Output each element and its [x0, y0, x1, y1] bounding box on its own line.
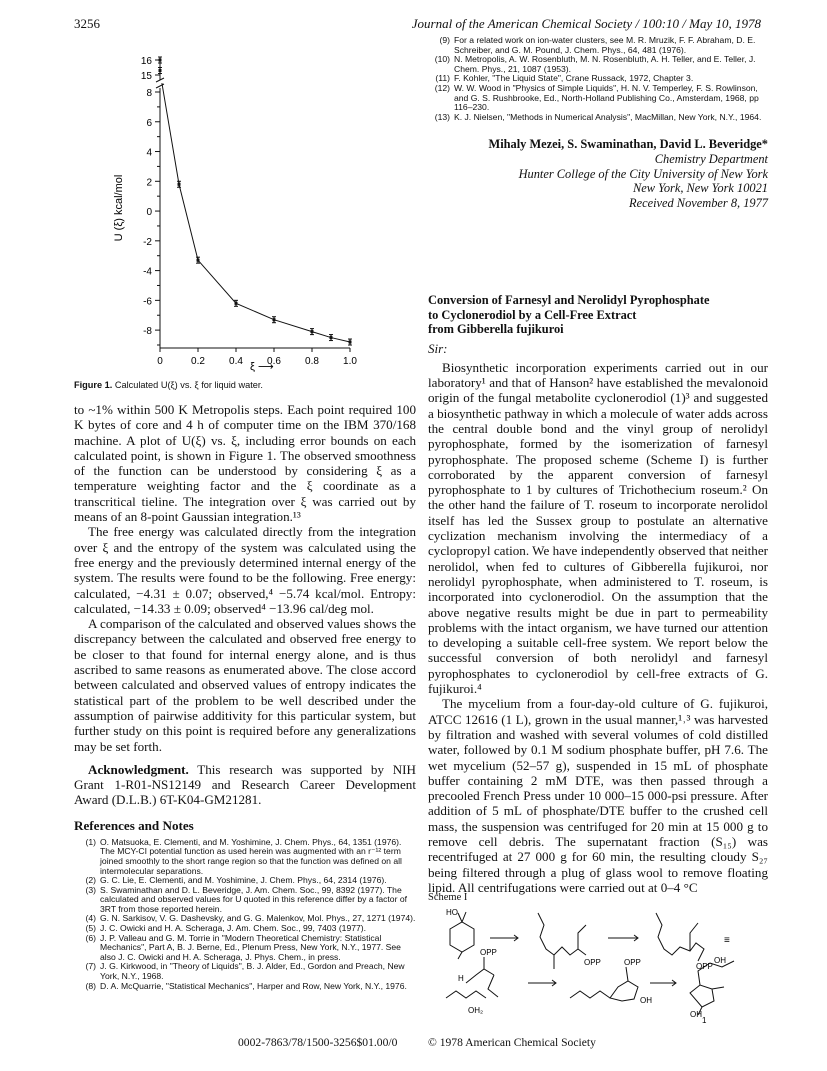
- reference-number: (8): [85, 980, 96, 991]
- reference-number: (4): [85, 913, 96, 924]
- oh2-label: OH₂: [468, 1006, 484, 1015]
- oh-label-2: OH: [714, 956, 726, 965]
- data-point: [197, 259, 200, 262]
- figure-1-caption: [74, 380, 263, 390]
- reference-text: D. A. McQuarrie, "Statistical Mechanics", Harper and Row, New York, N.Y., 1976.: [100, 980, 407, 991]
- reference-text: G. N. Sarkisov, V. G. Dashevsky, and G. G. Malenkov, Mol. Phys., 27, 1271 (1974).: [100, 913, 416, 924]
- reference-number: (9): [439, 35, 450, 45]
- figure-caption-label: Figure 1.: [74, 380, 113, 390]
- affiliation-dept: Chemistry Department: [654, 152, 768, 166]
- author-block: [428, 137, 768, 210]
- x-tick-label: 1.0: [343, 356, 357, 367]
- data-point: [159, 69, 162, 72]
- reference-number: (10): [434, 54, 450, 65]
- footer-code: 0002-7863/78/1500-3256$01.00/0: [238, 1036, 398, 1049]
- reference-text: J. C. Owicki and H. A. Scheraga, J. Am. Chem. Soc., 99, 7403 (1977).: [100, 923, 367, 934]
- reaction-arrow-2: [608, 935, 638, 941]
- x-tick-label: 0.4: [229, 356, 243, 367]
- y-tick-label: -4: [143, 266, 152, 278]
- opp-label-1: OPP: [584, 958, 601, 967]
- journal-header: Journal of the American Chemical Society / 100:10 / May 10, 1978: [411, 16, 761, 31]
- reference-item: [74, 982, 416, 992]
- data-point: [349, 341, 352, 344]
- oh-label-1: OH: [640, 996, 652, 1005]
- reference-number: (2): [85, 875, 96, 886]
- reference-number: (1): [85, 836, 96, 847]
- reference-item: [74, 934, 416, 963]
- reaction-arrow-1: [490, 935, 518, 941]
- y-tick-label: -6: [143, 296, 152, 308]
- reference-text: N. Metropolis, A. W. Rosenbluth, M. N. Rosenbluth, A. H. Teller, and E. Teller, J. Chem. Phys., 21, 1087 (1953).: [454, 54, 756, 74]
- y-tick-label: 4: [146, 147, 152, 159]
- footer-copyright: © 1978 American Chemical Society: [428, 1036, 596, 1049]
- reference-text: J. P. Valleau and G. M. Torrie in "Modern Theoretical Chemistry: Statistical Mechanics", Part A, B. J. Berne, Ed., Plenum Press, New York, N.Y., 1977. See also J. C. Owicki and H. A. Scheraga, J. Phys. Chem., in press.: [100, 932, 401, 962]
- reaction-arrow-3: [528, 980, 556, 986]
- reaction-arrow-4: [650, 980, 676, 986]
- x-tick-label: 0.2: [191, 356, 205, 367]
- reference-item: [428, 84, 768, 113]
- opp-label-4: OPP: [624, 958, 641, 967]
- y-tick-label: 0: [146, 207, 152, 219]
- acknowledgment-text: This research was supported by NIH Grant 1-R01-NS12149 and Research Career Development Award (D.L.B.) 6T-K04-GM21281.: [74, 761, 416, 808]
- reference-text: K. J. Nielsen, "Methods in Numerical Analysis", MacMillan, New York, N.Y., 1964.: [454, 111, 762, 122]
- reference-text: S. Swaminathan and D. L. Beveridge, J. Am. Chem. Soc., 99, 8392 (1977). The calculated and observed values for U quoted in this reference differ by a factor of 3RT from those reported herein.: [100, 884, 408, 914]
- chart-marks: [158, 57, 352, 345]
- reference-number: (3): [85, 884, 96, 895]
- ho-label: HO: [446, 908, 458, 917]
- references-list-right: [428, 36, 768, 122]
- acknowledgment-heading: Acknowledgment.: [88, 761, 189, 777]
- reference-number: (12): [434, 82, 450, 93]
- paragraph: A comparison of the calculated and observed values shows the discrepancy between the calculated and observed free energy to be closer to that found for internal energy alone, and is thus ascribed to same reasons as enumerated above. The close accord between calculated and observed values of entropy indicates the statistical part of the problem to be well described under the assumption of pairwise additivity for this particular system, but further study on this point is required before any generalizations may be set forth.: [74, 616, 416, 754]
- article-title-line: [428, 322, 768, 337]
- left-column: [74, 402, 416, 991]
- x-tick-label: 0.8: [305, 356, 319, 367]
- reference-text: W. W. Wood in "Physics of Simple Liquids", H. N. V. Temperley, F. S. Rowlinson, and G. S. Rushbrooke, Ed., North-Holland Publishing Co., Amsterdam, 1968, pp 116–230.: [454, 82, 759, 113]
- reference-number: (13): [434, 111, 450, 122]
- reference-item: [428, 113, 768, 123]
- article-title-line-3: from Gibberella fujikuroi: [428, 322, 564, 337]
- received-date: Received November 8, 1977: [629, 195, 768, 210]
- figure-caption-text: Calculated U(ξ) vs. ξ for liquid water.: [112, 380, 263, 390]
- reference-text: J. G. Kirkwood, in "Theory of Liquids", B. J. Alder, Ed., Gordon and Preach, New York, N.Y., 1968.: [100, 961, 405, 982]
- y-tick-label: 2: [146, 177, 152, 189]
- paragraph: The mycelium from a four-day-old culture of G. fujikuroi, ATCC 12616 (1 L), grown in the usual manner,¹˒³ was harvested by filtration and washed with several volumes of cold distilled water, followed by 0.1 M sodium phosphate buffer, pH 7.6. The wet mycelium (52–57 g), suspended in 15 mL of phosphate buffer containing 2 mM DTE, was then passed through a precooled French Press under 10 000–15 000-psi pressure. After addition of 5 mL of phosphate/DTE buffer to the crushed cell mass, the suspension was centrifuged for 20 min at 15 000 g to remove cell debris. The supernatant fraction (S₁₅) was recentrifuged at 27 000 g for 60 min, the resulting cloudy S₂₇ being filtered through a plug of glass wool to remove floating lipid. All centrifugations were carried out at 0–4 °C: [428, 696, 768, 895]
- reference-item: [428, 36, 768, 55]
- paragraph: Biosynthetic incorporation experiments carried out in our laboratory¹ and that of Hanson² have established the mevalonoid origin of the fungal metabolite cyclonerodiol (1)³ and suggested a biosynthetic pathway in which a molecule of water adds across the central double bond and the vinyl group of nerolidyl pyrophosphate, formed by the isomerization of farnesyl pyrophosphate. The proposed scheme (Scheme I) is further corroborated by the apparent conversion of farnesyl pyrophosphate to 1 by cultures of Trichothecium roseum.² On the other hand the failure of T. roseum to incorporate nerolidol itself has led the Sussex group to postulate an alternative cyclization mechanism involving the intermediacy of a cyclopropyl cation. We have independently observed that neither nerolidol, when fed to cultures of Gibberella fujikuroi, nor nerolidyl pyrophosphate, when administered to T. roseum, is incorporated into cyclonerodiol. On the assumption that the above negative results might be due in part to permeability problems with the intact organism, we have turned our attention to developing a suitable cell-free system. We report below the successful conversion of both nerolidyl and farnesyl pyrophosphates to cyclonerodiol by cell-free extracts of G. fujikuroi.⁴: [428, 359, 768, 697]
- opp-label-2: OPP: [696, 962, 713, 971]
- reference-item: [74, 962, 416, 981]
- x-tick-label: 0: [157, 356, 163, 367]
- page-number: 3256: [74, 16, 100, 31]
- equivalence-symbol: ≡: [724, 935, 730, 946]
- cation-intermediate: [446, 957, 498, 998]
- affiliation-city: New York, New York 10021: [632, 181, 768, 196]
- reference-text: O. Matsuoka, E. Clementi, and M. Yoshimine, J. Chem. Phys., 64, 1351 (1976). The MCY-CI potential function as used herein was augmented with an r⁻¹² term joined smoothly to the short range region so that the function was defined on all intermolecular separations.: [100, 836, 402, 876]
- acknowledgment: [74, 762, 416, 808]
- compound-number: 1: [702, 1016, 707, 1023]
- data-series-line: [162, 83, 350, 342]
- paragraph: The free energy was calculated directly from the integration over ξ and the entropy of the system was calculated using the free energy and the previously determined internal energy of the system. The results were found to be the following. Free energy: calculated, −4.31 ± 0.07; observed,⁴ −5.74 kcal/mol. Entropy: calculated, −14.33 ± 0.09; observed⁴ −13.96 cal/deg mol.: [74, 524, 416, 616]
- x-axis-label: ξ ⟶: [250, 361, 274, 373]
- data-point: [273, 318, 276, 321]
- reference-text: F. Kohler, "The Liquid State", Crane Russack, 1972, Chapter 3.: [454, 73, 694, 84]
- article-2: [428, 293, 768, 895]
- affiliation-college: Hunter College of the City University of New York: [518, 166, 768, 181]
- data-point: [330, 336, 333, 339]
- h-label: H: [458, 974, 464, 983]
- reference-text: G. C. Lie, E. Clementi, and M. Yoshimine, J. Chem. Phys., 64, 2314 (1976).: [100, 875, 387, 886]
- reference-number: (11): [435, 73, 450, 84]
- chart-axes: [141, 56, 358, 367]
- paragraph: to ~1% within 500 K Metropolis steps. Each point required 100 K bytes of core and 4 h of computer time on the IBM 370/168 machine. A plot of U(ξ) vs. ξ, including error bounds on each calculated point, is shown in Figure 1. The observed smoothness of the function can be understood by considering ξ as a temperature weighting factor and the ξ coordinate as a transcritical tieline. The integration over ξ was carried out by means of an 8-point Gaussian integration.¹³: [74, 402, 416, 525]
- data-point: [235, 302, 238, 305]
- reference-number: (6): [85, 932, 96, 943]
- reference-number: (7): [85, 961, 96, 972]
- farnesyl-skeleton: [538, 913, 586, 969]
- references-list-left: [74, 838, 416, 992]
- reference-item: [74, 886, 416, 915]
- y-tick-label: -8: [143, 326, 152, 338]
- cyclization-intermediate: [570, 967, 638, 1001]
- reference-text: For a related work on ion-water clusters, see M. R. Mruzik, F. F. Abraham, D. E. Schreiber, and G. M. Pound, J. Chem. Phys., 64, 481 (1976).: [454, 35, 756, 55]
- scheme-label: Scheme I: [428, 892, 468, 903]
- reference-item: [428, 55, 768, 74]
- right-column-top: [428, 36, 768, 122]
- figure-1-chart: [100, 30, 390, 375]
- lactone-substituents: [458, 912, 466, 922]
- article-title-line: to Cyclonerodiol by a Cell-Free Extract: [428, 307, 637, 322]
- y-axis-label: U (ξ) kcal/mol: [113, 174, 125, 242]
- lactone-carbonyl: [458, 952, 462, 959]
- data-point: [311, 330, 314, 333]
- y-tick-label: 6: [146, 117, 152, 129]
- reference-number: (5): [85, 923, 96, 934]
- reference-item: [74, 838, 416, 876]
- salutation: Sir:: [428, 340, 448, 356]
- data-point: [159, 59, 162, 62]
- nerolidyl-skeleton: [656, 913, 704, 961]
- y-tick-label: 16: [140, 56, 152, 67]
- y-tick-label: -2: [143, 236, 152, 248]
- lactone-ring: [450, 922, 474, 952]
- authors: Mihaly Mezei, S. Swaminathan, David L. Beveridge*: [488, 137, 768, 151]
- y-tick-label: 8: [146, 88, 152, 99]
- data-point: [178, 183, 181, 186]
- opp-label-3: OPP: [480, 948, 497, 957]
- references-heading: References and Notes: [74, 817, 194, 833]
- article-title-line: Conversion of Farnesyl and Nerolidyl Pyrophosphate: [428, 293, 710, 307]
- x-tick-label: 0.6: [267, 356, 281, 367]
- oh-label-3: OH: [690, 1010, 702, 1019]
- scheme-1-diagram: [428, 903, 770, 1023]
- y-tick-label: 15: [140, 71, 152, 82]
